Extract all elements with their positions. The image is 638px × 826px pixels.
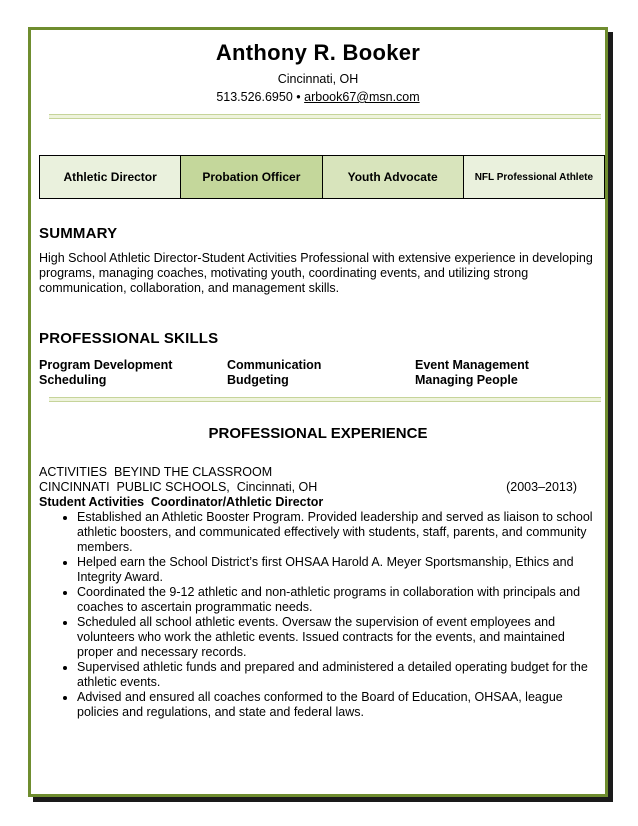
list-item: • Helped earn the School District’s first OHSAA Harold A. Meyer Sportsmanship, Ethics and Integrity Award. [77,555,599,585]
employment-dates: (2003–2013) [506,480,577,494]
experience-block [39,465,599,720]
phone-number: 513.526.6950 • [216,90,301,104]
list-item: • Scheduled all school athletic events. Oversaw the supervision of event employees and volunteers who work the athletic events. Issued contracts for the events, and maintained proper and necessary records. [77,615,599,660]
duties-list [39,510,599,720]
header-divider [49,114,601,119]
summary-heading: SUMMARY [39,225,118,242]
list-item: • Supervised athletic funds and prepared and administered a detailed operating budget for the athletic events. [77,660,599,690]
job-title: Student Activities Coordinator/Athletic Director [39,495,324,509]
role-nfl-athlete: NFL Professional Athlete [464,156,604,198]
employer: CINCINNATI PUBLIC SCHOOLS, Cincinnati, OH [39,480,318,494]
contact-line [31,90,605,104]
role-athletic-director: Athletic Director [40,156,181,198]
skill-item: Communication [227,358,322,372]
skill-item: Program Development [39,358,173,372]
email-link[interactable]: arbook67@msn.com [304,90,420,104]
list-item: • Coordinated the 9-12 athletic and non-athletic programs in collaboration with principals and coaches to ascertain programmatic needs. [77,585,599,615]
skills-grid [39,358,599,388]
skills-divider [49,397,601,402]
experience-section: ACTIVITIES BEYIND THE CLASSROOM [39,465,273,479]
skill-item: Budgeting [227,373,289,387]
employer-row [39,480,577,495]
summary-text: High School Athletic Director-Student Activities Professional with extensive experience in developing programs, managing coaches, motivating youth, coordinating events, and utilizing strong communication, collaboration, and management skills. [39,251,593,295]
roles-bar [39,155,605,199]
list-item: • Advised and ensured all coaches conformed to the Board of Education, OHSAA, league policies and regulations, and state and federal laws. [77,690,599,720]
skill-item: Event Management [415,358,529,372]
candidate-city: Cincinnati, OH [277,72,359,86]
resume-page [28,27,608,797]
skill-item: Managing People [415,373,518,387]
experience-heading: PROFESSIONAL EXPERIENCE [208,425,428,442]
list-item: • Established an Athletic Booster Program. Provided leadership and served as liaison to school athletic boosters, and communicated effectively with students, staff, parents, and community members. [77,510,599,555]
skill-item: Scheduling [39,373,107,387]
role-probation-officer: Probation Officer [181,156,322,198]
role-youth-advocate: Youth Advocate [323,156,464,198]
skills-heading: PROFESSIONAL SKILLS [39,330,219,347]
candidate-name: Anthony R. Booker [215,40,421,65]
